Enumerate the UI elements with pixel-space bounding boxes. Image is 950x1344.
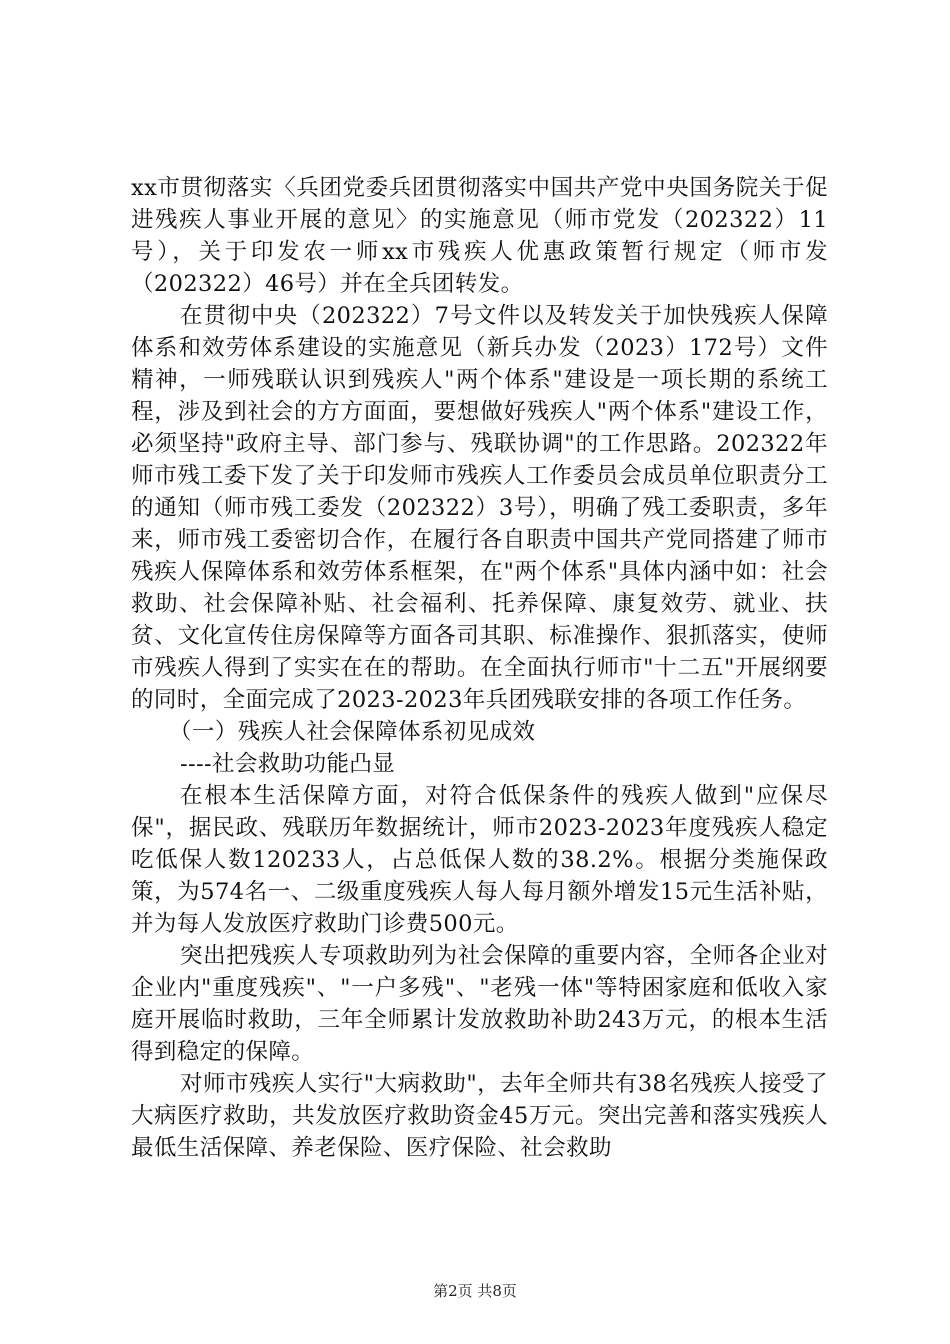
document-body xyxy=(131,172,828,1164)
paragraph-policy-documents: xx市贯彻落实〈兵团党委兵团贯彻落实中国共产党中央国务院关于促进残疾人事业开展的意见〉的实施意见（师市党发（202322）11号），关于印发农一师xx市残疾人优惠政策暂行规定（师市发（202322）46号）并在全兵团转发。 xyxy=(131,175,828,297)
paragraph-basic-living: 在根本生活保障方面，对符合低保条件的残疾人做到"应保尽保"，据民政、残联历年数据统计，师市2023-2023年度残疾人稳定吃低保人数120233人，占总低保人数的38.2%。根据分类施保政策，为574名一、二级重度残疾人每人每月额外增发15元生活补贴，并为每人发放医疗救助门诊费500元。 xyxy=(131,783,828,937)
paragraph-special-relief: 突出把残疾人专项救助列为社会保障的重要内容，全师各企业对企业内"重度残疾"、"一户多残"、"老残一体"等特困家庭和低收入家庭开展临时救助，三年全师累计发放救助补助243万元，的根本生活得到稳定的保障。 xyxy=(131,943,828,1065)
section-subheading: ----社会救助功能凸显 xyxy=(180,751,396,777)
paragraph-two-systems: 在贯彻中央（202322）7号文件以及转发关于加快残疾人保障体系和效劳体系建设的实施意见（新兵办发（2023）172号）文件精神，一师残联认识到残疾人"两个体系"建设是一项长期的系统工程，涉及到社会的方方面面，要想做好残疾人"两个体系"建设工作，必须坚持"政府主导、部门参与、残联协调"的工作思路。202322年师市残工委下发了关于印发师市残疾人工作委员会成员单位职责分工的通知（师市残工委发（202322）3号），明确了残工委职责，多年来，师市残工委密切合作，在履行各自职责中国共产党同搭建了师市残疾人保障体系和效劳体系框架，在"两个体系"具体内涵中如：社会救助、社会保障补贴、社会福利、托养保障、康复效劳、就业、扶贫、文化宣传住房保障等方面各司其职、标准操作、狠抓落实，使师市残疾人得到了实实在在的帮助。在全面执行师市"十二五"开展纲要的同时，全面完成了2023-2023年兵团残联安排的各项工作任务。 xyxy=(131,303,828,713)
paragraph-major-illness: 对师市残疾人实行"大病救助"，去年全师共有38名残疾人接受了大病医疗救助，共发放医疗救助资金45万元。突出完善和落实残疾人最低生活保障、养老保险、医疗保险、社会救助 xyxy=(131,1071,828,1161)
page-number: 第2页 共8页 xyxy=(433,1282,517,1300)
section-heading: （一）残疾人社会保障体系初见成效 xyxy=(169,719,536,745)
